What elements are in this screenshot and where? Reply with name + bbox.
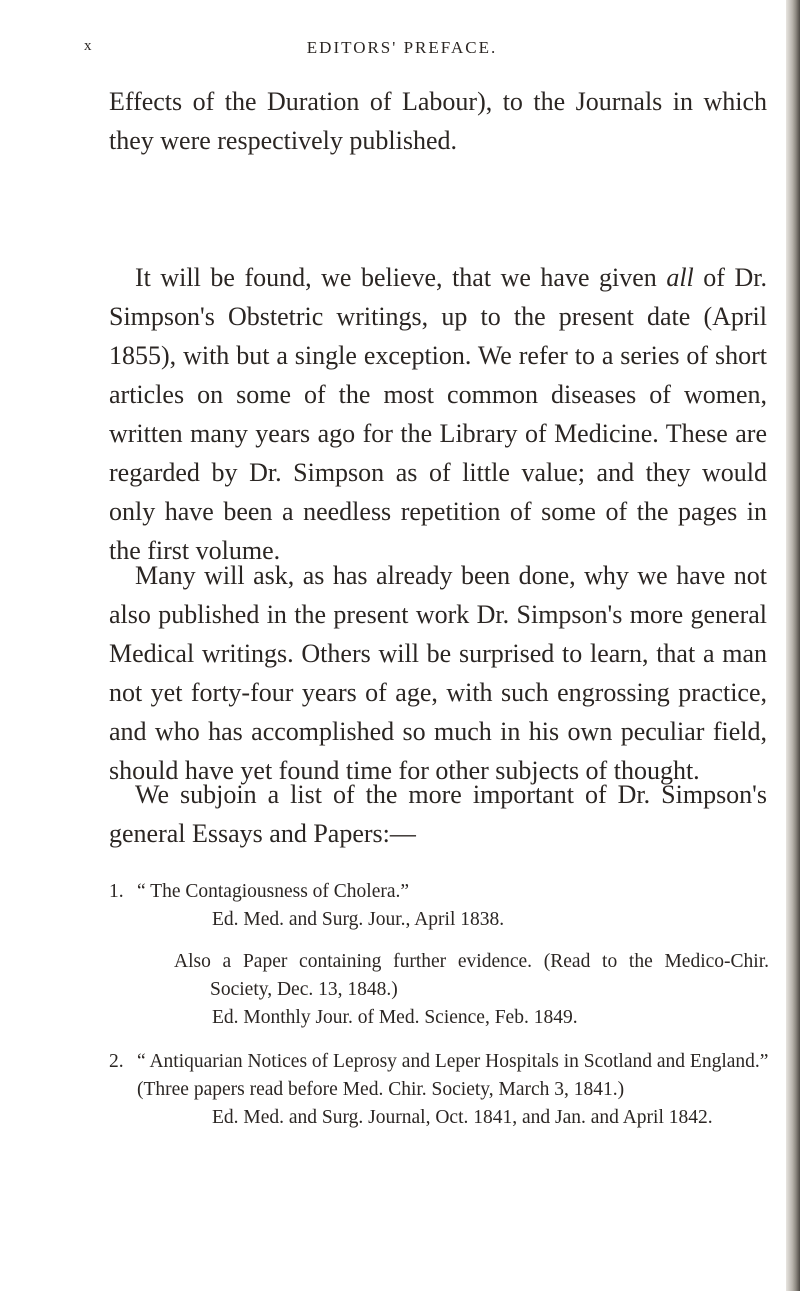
paragraph-2 bbox=[109, 258, 767, 570]
page-header bbox=[84, 38, 720, 64]
running-head: EDITORS' PREFACE. bbox=[306, 38, 498, 57]
paragraph-3-content: Many will ask, as has already been done, why we have not also published in the present work Dr. Simpson's more general Medical writings. Others will be surprised to learn, that a man not yet forty-four years of age, with such engrossing practice, and who has accomplished so much in his own peculiar field, should have yet found time for other subjects of thought. bbox=[109, 561, 767, 785]
paragraph-2-emphasis: all bbox=[666, 263, 694, 292]
list-item bbox=[109, 878, 769, 1032]
list-item-number: 1. bbox=[109, 881, 124, 902]
list-item-note: Also a Paper containing further evidence. (Read to the Medico-Chir. Society, Dec. 13, 1848.) bbox=[174, 951, 769, 1000]
list-item-reference: Ed. Med. and Surg. Jour., April 1838. bbox=[212, 909, 505, 930]
list-item bbox=[109, 1048, 769, 1132]
paragraph-4-content: We subjoin a list of the more important of Dr. Simpson's general Essays and Papers:— bbox=[109, 780, 767, 848]
paragraph-2-after: of Dr. Simpson's Obstetric writings, up to the present date (April 1855), with but a single exception. We refer to a series of short articles on some of the most common diseases of women, written many years ago for the Library of Medicine. These are regarded by Dr. Simpson as of little value; and they would only have been a needless repetition of some of the pages in the first volume. bbox=[109, 263, 767, 565]
list-item-title: “ The Contagiousness of Cholera.” bbox=[137, 881, 410, 902]
essays-list bbox=[109, 878, 769, 1132]
list-item-number: 2. bbox=[109, 1051, 124, 1072]
list-item-reference: Ed. Med. and Surg. Journal, Oct. 1841, and Jan. and April 1842. bbox=[212, 1107, 713, 1128]
paragraph-1-text: Effects of the Duration of Labour), to the Journals in which they were respectively published. bbox=[109, 87, 767, 155]
paragraph-3-text bbox=[109, 556, 767, 790]
paragraph-4 bbox=[109, 775, 767, 853]
paragraph-2-text bbox=[109, 258, 767, 570]
paragraph-4-text bbox=[109, 775, 767, 853]
page-edge-shadow bbox=[786, 0, 800, 1291]
list-item-note-reference: Ed. Monthly Jour. of Med. Science, Feb. 1849. bbox=[212, 1007, 578, 1028]
paragraph-1 bbox=[109, 82, 767, 160]
list-item-title: “ Antiquarian Notices of Leprosy and Leper Hospitals in Scotland and England.” (Three papers read before Med. Chir. Society, March 3, 1841.) bbox=[137, 1051, 769, 1100]
page-number: x bbox=[84, 38, 93, 54]
paragraph-3 bbox=[109, 556, 767, 790]
paragraph-2-before: It will be found, we believe, that we have given bbox=[135, 263, 667, 292]
